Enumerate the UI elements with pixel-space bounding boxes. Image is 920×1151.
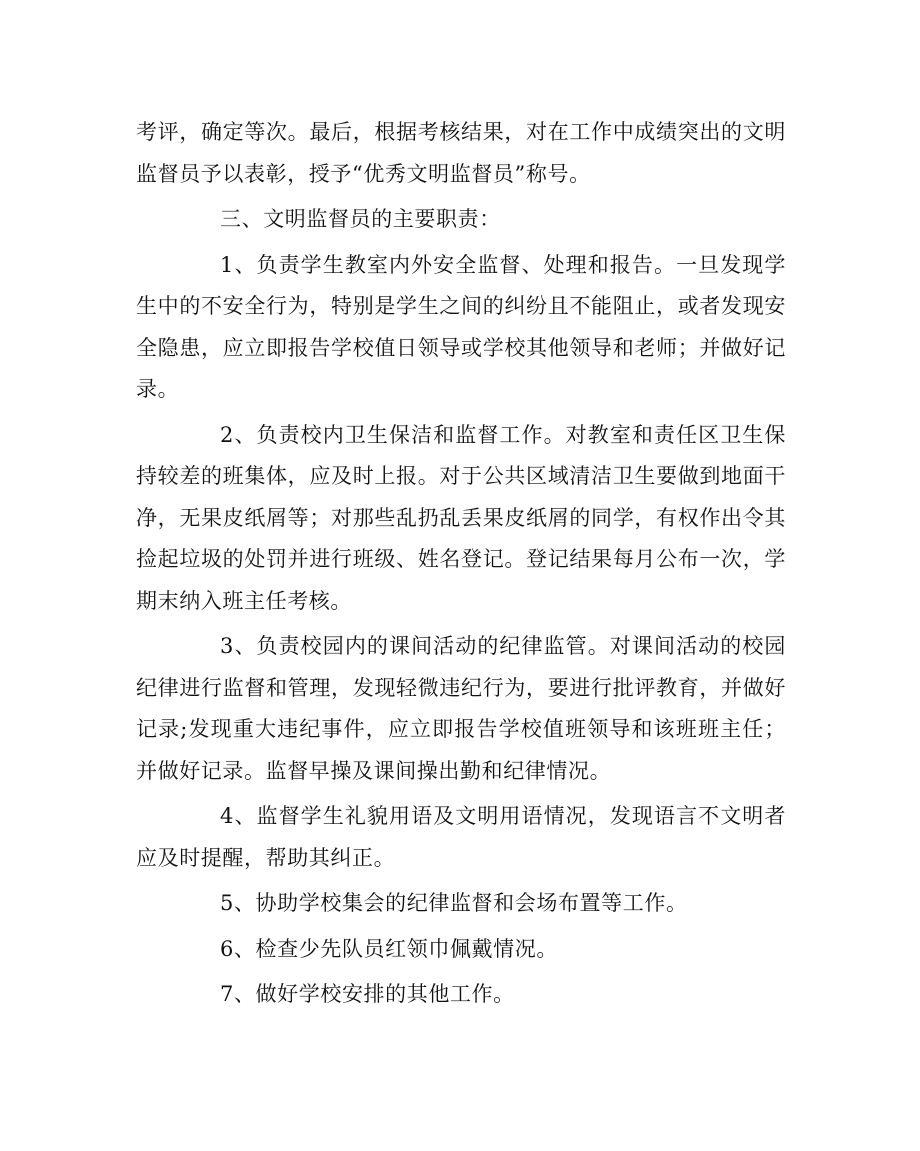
paragraph-intro-continuation: 考评，确定等次。最后，根据考核结果，对在工作中成绩突出的文明监督员予以表彰，授予“优秀文明监督员”称号。 bbox=[136, 120, 786, 186]
duty-item-6: 6、检查少先队员红领巾佩戴情况。 bbox=[220, 936, 558, 961]
duty-item-5: 5、协助学校集会的纪律监督和会场布置等工作。 bbox=[220, 891, 688, 915]
duty-item-1: 1、负责学生教室内外安全监督、处理和报告。一旦发现学生中的不安全行为，特别是学生之间的纠纷且不能阻止，或者发现安全隐患，应立即报告学校值日领导或学校其他领导和老师；并做好记录。 bbox=[136, 252, 786, 401]
duty-item-4: 4、监督学生礼貌用语及文明用语情况，发现语言不文明者应及时提醒，帮助其纠正。 bbox=[136, 804, 786, 870]
duty-item-3: 3、负责校园内的课间活动的纪律监管。对课间活动的校园纪律进行监督和管理，发现轻微违纪行为，要进行批评教育，并做好记录;发现重大违纪事件，应立即报告学校值班领导和该班班主任；并做好记录。监督早操及课间操出勤和纪律情况。 bbox=[136, 634, 786, 783]
duty-item-7: 7、做好学校安排的其他工作。 bbox=[220, 982, 515, 1006]
section-heading-duties: 三、文明监督员的主要职责： bbox=[220, 207, 501, 231]
duty-item-2: 2、负责校内卫生保洁和监督工作。对教室和责任区卫生保持较差的班集体，应及时上报。对于公共区域清洁卫生要做到地面干净，无果皮纸屑等；对那些乱扔乱丢果皮纸屑的同学，有权作出令其捡起垃圾的处罚并进行班级、姓名登记。登记结果每月公布一次，学期末纳入班主任考核。 bbox=[136, 422, 786, 613]
document-body bbox=[136, 112, 786, 1020]
